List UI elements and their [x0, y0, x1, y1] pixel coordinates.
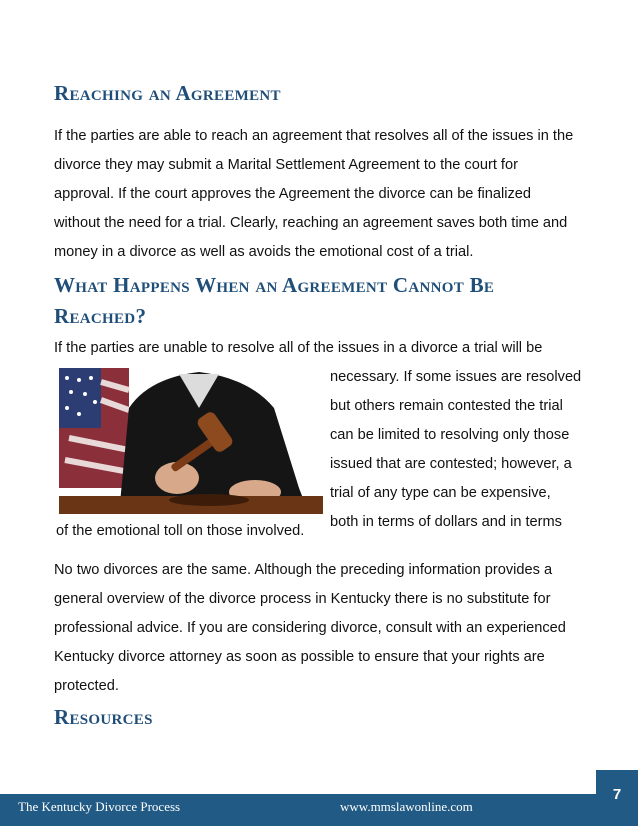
- text-line: can be limited to resolving only those: [330, 427, 570, 443]
- page-number: 7: [596, 770, 638, 826]
- heading-line: What Happens When an Agreement Cannot Be: [54, 273, 495, 297]
- text-line: money in a divorce as well as avoids the emotional cost of a trial.: [54, 244, 474, 260]
- footer-url[interactable]: www.mmslawonline.com: [340, 799, 473, 814]
- text-line: professional advice. If you are considering divorce, consult with an experienced: [54, 620, 566, 636]
- text-line: Kentucky divorce attorney as soon as possible to ensure that your rights are: [54, 649, 545, 665]
- text-line: protected.: [54, 678, 119, 694]
- text-line: approval. If the court approves the Agreement the divorce can be finalized: [54, 186, 532, 202]
- intro-line: If the parties are unable to resolve all of the issues in a divorce a trial will be: [54, 340, 543, 356]
- heading-no-agreement: [54, 272, 494, 329]
- text-line: trial of any type can be expensive,: [330, 485, 551, 501]
- text-line: necessary. If some issues are resolved: [330, 369, 582, 385]
- judge-gavel-photo: [59, 368, 323, 514]
- text-line: If the parties are able to reach an agreement that resolves all of the issues in the: [54, 128, 574, 144]
- closing-line: of the emotional toll on those involved.: [56, 523, 305, 539]
- text-line: both in terms of dollars and in terms: [330, 514, 562, 530]
- text-line: issued that are contested; however, a: [330, 456, 572, 472]
- footer-title: The Kentucky Divorce Process: [18, 799, 181, 814]
- text-line: without the need for a trial. Clearly, reaching an agreement saves both time and: [54, 215, 568, 231]
- text-line: divorce they may submit a Marital Settlement Agreement to the court for: [54, 157, 518, 173]
- text-line: general overview of the divorce process in Kentucky there is no substitute for: [54, 591, 551, 607]
- paragraph-no-two-divorces: [54, 556, 594, 701]
- heading-resources: Resources: [54, 705, 153, 729]
- heading-line: Reached?: [54, 304, 147, 328]
- text-line: but others remain contested the trial: [330, 398, 563, 414]
- paragraph-reaching-agreement: [54, 122, 594, 267]
- heading-reaching-agreement: Reaching an Agreement: [54, 81, 281, 105]
- judge-gavel-image: [59, 368, 323, 514]
- text-line: No two divorces are the same. Although the preceding information provides a: [54, 562, 553, 578]
